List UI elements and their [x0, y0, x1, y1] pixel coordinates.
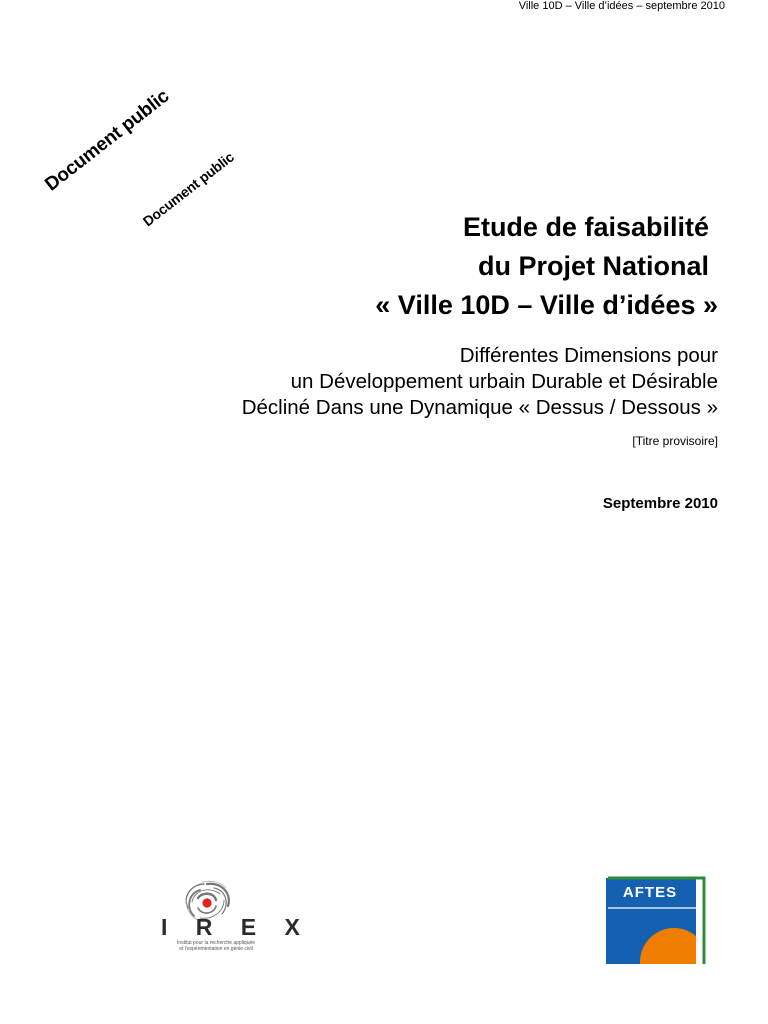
running-header: Ville 10D – Ville d’idées – septembre 2010: [518, 0, 725, 12]
provisional-title-note: [Titre provisoire]: [632, 434, 718, 448]
subtitle-line-1: Différentes Dimensions pour: [459, 344, 718, 367]
document-title: [375, 208, 718, 325]
document-public-stamp: Document public: [41, 85, 174, 196]
aftes-wordmark: AFTES: [622, 884, 678, 901]
irex-tagline-line-1: Institut pour la recherche appliquée: [176, 940, 256, 946]
title-line-3: « Ville 10D – Ville d’idées »: [375, 290, 718, 320]
irex-tagline-line-2: et l'expérimentation en génie civil: [179, 946, 253, 952]
publication-date: Septembre 2010: [602, 495, 718, 512]
aftes-logo: [606, 876, 706, 964]
document-subtitle: [242, 343, 718, 421]
irex-logo: [160, 878, 311, 958]
irex-tagline: [169, 940, 263, 952]
subtitle-line-2: un Développement urbain Durable et Désirable: [290, 370, 718, 393]
title-line-2: du Projet National: [477, 251, 709, 281]
document-public-stamp-small: Document public: [139, 148, 237, 230]
title-line-1: Etude de faisabilité: [462, 212, 709, 242]
irex-wordmark: I R E X: [161, 914, 311, 940]
subtitle-line-3: Décliné Dans une Dynamique « Dessus / Dessous »: [241, 396, 718, 419]
